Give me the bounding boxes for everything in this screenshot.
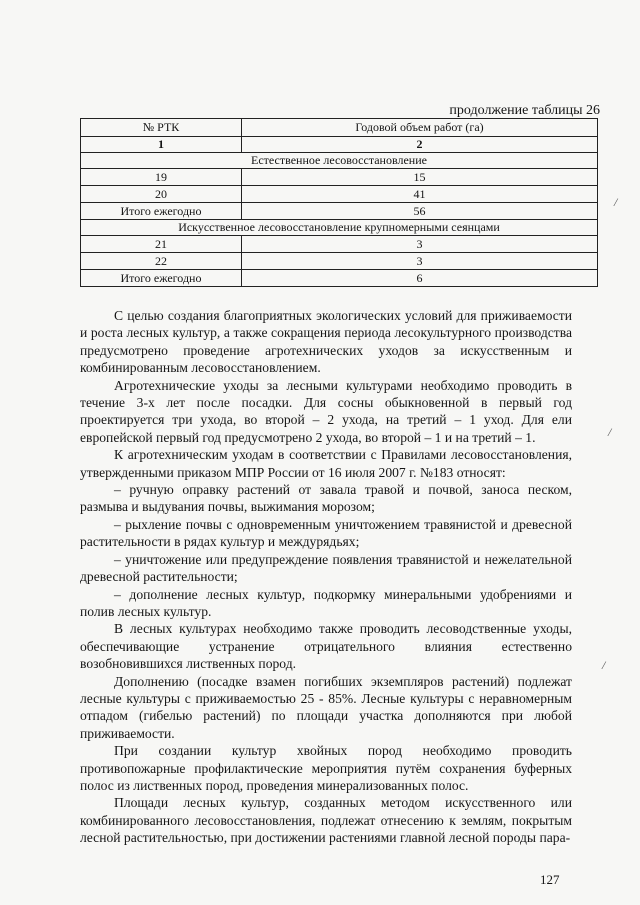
paragraph: Дополнению (посадке взамен погибших экземпляров растений) подлежат лесные культуры с приживаемостью 25 - 85%. Лесные культуры с неравномерным отпадом (гибелью растений) по площади участка дополняются при любой приживаемости.	[80, 673, 572, 741]
paragraph: С целью создания благоприятных экологических условий для приживаемости и роста лесных культур, а также сокращения периода лесокультурного производства предусмотрено проведение агротехнических уходов за искусственным и комбинированным лесовосстановлением.	[80, 308, 572, 376]
table-row	[81, 203, 598, 220]
column-number-1: 1	[81, 137, 242, 153]
margin-mark: /	[608, 425, 612, 439]
column-number-2: 2	[242, 137, 598, 153]
table-cell: 3	[242, 253, 598, 270]
table-cell: 3	[242, 236, 598, 253]
list-item: – уничтожение или предупреждение появления травянистой и нежелательной древесной растительности;	[80, 551, 572, 585]
table-cell: Итого ежегодно	[81, 203, 242, 220]
table-row	[81, 270, 598, 287]
section-title: Искусственное лесовосстановление крупномерными сеянцами	[81, 220, 598, 236]
paragraph: К агротехническим уходам в соответствии с Правилами лесовосстановления, утвержденными приказом МПР России от 16 июля 2007 г. №183 относят:	[80, 447, 572, 480]
list-item: – рыхление почвы с одновременным уничтожением травянистой и древесной растительности в рядах культур и междурядьях;	[80, 516, 572, 550]
margin-mark: /	[614, 195, 618, 209]
table-cell: 56	[242, 203, 598, 220]
section-title: Естественное лесовосстановление	[81, 153, 598, 169]
page-number: 127	[540, 872, 560, 887]
table-row	[81, 169, 598, 186]
table-cell: 15	[242, 169, 598, 186]
table-cell: 21	[81, 236, 242, 253]
paragraph: В лесных культурах необходимо также проводить лесоводственные уходы, обеспечивающие устранение отрицательного влияния естественно возобновившихся лиственных пород.	[80, 621, 572, 672]
table-row	[81, 236, 598, 253]
table-cell: 20	[81, 186, 242, 203]
section-row-natural	[81, 153, 598, 169]
table-row	[81, 253, 598, 270]
table-cell: Итого ежегодно	[81, 270, 242, 287]
rtk-table	[80, 118, 598, 287]
table-caption: продолжение таблицы 26	[449, 103, 600, 118]
header-annual-volume: Годовой объем работ (га)	[242, 119, 598, 137]
table-cell: 41	[242, 186, 598, 203]
table-header-row	[81, 119, 598, 137]
header-rtk-number: № РТК	[81, 119, 242, 137]
paragraph: При создании культур хвойных пород необходимо проводить противопожарные профилактические мероприятия путём сохранения буферных полос из лиственных пород, проведения минерализованных полос.	[80, 743, 572, 793]
margin-mark: /	[602, 658, 606, 672]
section-row-artificial	[81, 220, 598, 236]
paragraph: Агротехнические уходы за лесными культурами необходимо проводить в течение 3-х лет после посадки. Для сосны обыкновенной в первый год проектируется три ухода, во второй – 2 ухода, на третий – 1 уход. Для ели европейской первый год предусмотрено 2 ухода, во второй – 1 и на третий – 1.	[80, 377, 572, 445]
table-cell: 6	[242, 270, 598, 287]
list-item: – дополнение лесных культур, подкормку минеральными удобрениями и полив лесных культур.	[80, 586, 572, 619]
table-cell: 19	[81, 169, 242, 186]
list-item: – ручную оправку растений от завала травой и почвой, заноса песком, размыва и выдувания почвы, выжимания морозом;	[80, 482, 572, 515]
table-row	[81, 186, 598, 203]
body-text	[80, 307, 572, 847]
table-cell: 22	[81, 253, 242, 270]
paragraph: Площади лесных культур, созданных методом искусственного или комбинированного лесовосстановления, подлежат отнесению к землям, покрытым лесной растительностью, при достижении растениями главной лесной породы пара-	[80, 795, 572, 846]
column-number-row	[81, 137, 598, 153]
